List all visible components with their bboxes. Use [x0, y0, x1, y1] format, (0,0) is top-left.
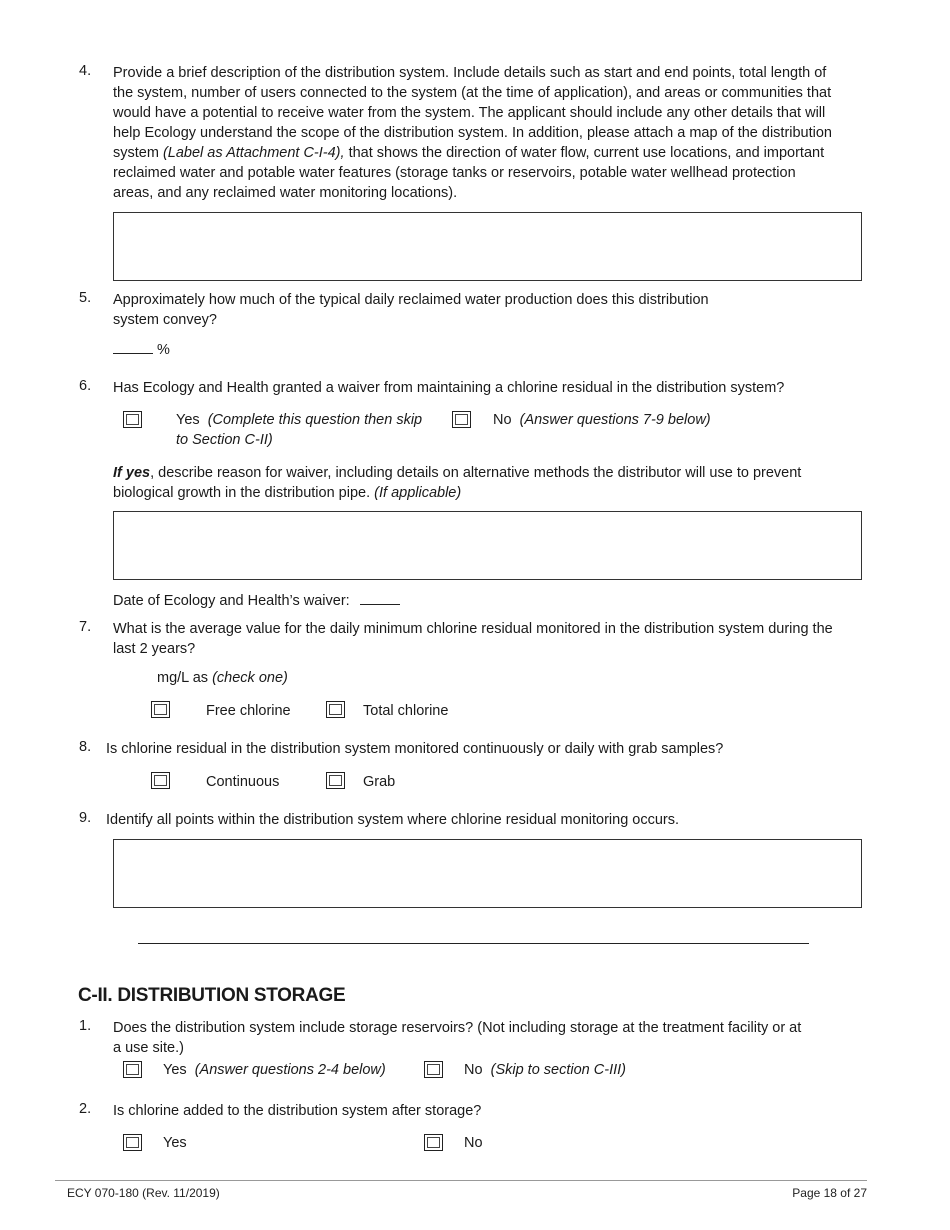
q8-question: Is chlorine residual in the distribution system monitored continuously or daily with grab samples?	[106, 741, 724, 757]
attachment-label: (Label as Attachment C-I-4),	[162, 145, 345, 161]
grab-checkbox[interactable]	[326, 772, 345, 789]
footer-rule	[55, 1180, 867, 1181]
waiver-date-label: Date of Ecology and Health’s waiver:	[113, 593, 350, 609]
q6-waiver-date-field	[113, 590, 400, 611]
total-chlorine-checkbox[interactable]	[326, 701, 345, 718]
q5-text: Approximately how much of the typical daily reclaimed water production does this distribution system convey?	[113, 292, 709, 328]
q5-number: 5.	[79, 290, 92, 306]
q6-waiver-reason-box[interactable]	[113, 511, 862, 580]
q4-line-3: would have a potential to receive water from the system. The applicant should include any other details that will	[113, 105, 826, 121]
s2-yes-label: Yes	[163, 1135, 187, 1151]
continuous-checkbox[interactable]	[151, 772, 170, 789]
q9-monitoring-points-box[interactable]	[113, 839, 862, 908]
q4-line-7: areas, and any reclaimed water monitoring locations).	[113, 185, 458, 201]
waiver-date-blank[interactable]	[360, 590, 400, 605]
q4-line-4: help Ecology understand the scope of the distribution system. In addition, please attach a map of the distribution	[113, 125, 832, 141]
q7-number: 7.	[79, 619, 92, 635]
section-title: C-II. DISTRIBUTION STORAGE	[78, 985, 346, 1006]
q6-no-checkbox[interactable]	[452, 411, 471, 428]
q4-line-6: reclaimed water and potable water features (storage tanks or reservoirs, potable water wellhead protection	[113, 165, 796, 181]
grab-label: Grab	[363, 774, 396, 790]
q6-yes-label: Yes (Complete this question then skip	[176, 412, 423, 428]
s1-yes-checkbox[interactable]	[123, 1061, 142, 1078]
q7-text: What is the average value for the daily minimum chlorine residual monitored in the distribution system during the last 2 years?	[113, 621, 833, 657]
q6-ifyes-text: If yes, describe reason for waiver, including details on alternative methods the distributor will use to prevent biological growth in the distribution pipe. (If applicable)	[113, 465, 802, 501]
s2-no-checkbox[interactable]	[424, 1134, 443, 1151]
q6-no-label: No (Answer questions 7-9 below)	[493, 412, 711, 428]
s1-number: 1.	[79, 1018, 92, 1034]
percent-unit: %	[157, 342, 170, 358]
free-chlorine-checkbox[interactable]	[151, 701, 170, 718]
q8-number: 8.	[79, 739, 92, 755]
s1-no-label: No (Skip to section C-III)	[464, 1062, 626, 1078]
q4-number: 4.	[79, 63, 92, 79]
s2-yes-checkbox[interactable]	[123, 1134, 142, 1151]
q4-line-5: system (Label as Attachment C-I-4), that shows the direction of water flow, current use locations, and important	[113, 145, 825, 161]
q7-unit-label: mg/L as (check one)	[157, 670, 288, 686]
q6-question: Has Ecology and Health granted a waiver from maintaining a chlorine residual in the distribution system?	[113, 380, 785, 396]
page-number: Page 18 of 27	[792, 1186, 867, 1200]
s2-number: 2.	[79, 1101, 92, 1117]
q4-text	[113, 63, 873, 203]
s1-yes-label: Yes (Answer questions 2-4 below)	[163, 1062, 386, 1078]
q9-number: 9.	[79, 810, 92, 826]
s2-no-label: No	[464, 1135, 483, 1151]
q5-percent-blank[interactable]	[113, 339, 153, 354]
s2-question: Is chlorine added to the distribution system after storage?	[113, 1103, 482, 1119]
q6-number: 6.	[79, 378, 92, 394]
q4-line-1: Provide a brief description of the distribution system. Include details such as start and end points, total length of	[113, 65, 827, 81]
s1-no-checkbox[interactable]	[424, 1061, 443, 1078]
q6-yes-checkbox[interactable]	[123, 411, 142, 428]
q5-percent-field	[113, 339, 170, 360]
q9-question: Identify all points within the distribution system where chlorine residual monitoring occurs.	[106, 812, 680, 828]
q6-yes-note: to Section C-II)	[176, 432, 273, 448]
s1-text: Does the distribution system include storage reservoirs? (Not including storage at the treatment facility or at a use site.)	[113, 1020, 802, 1056]
total-chlorine-label: Total chlorine	[363, 703, 449, 719]
q4-description-box[interactable]	[113, 212, 862, 281]
continuous-label: Continuous	[206, 774, 280, 790]
q4-line-2: the system, number of users connected to the system (at the time of application), and areas or communities that	[113, 85, 832, 101]
form-id: ECY 070-180 (Rev. 11/2019)	[67, 1186, 220, 1200]
section-divider	[138, 943, 809, 944]
free-chlorine-label: Free chlorine	[206, 703, 291, 719]
